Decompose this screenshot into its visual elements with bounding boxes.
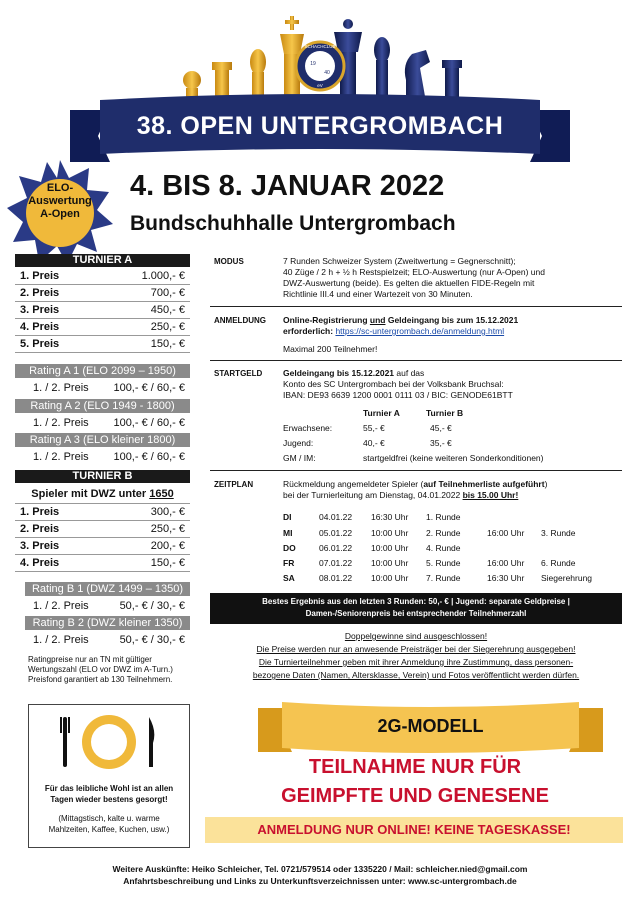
event-date: 4. BIS 8. JANUAR 2022 <box>130 170 445 202</box>
fee-row-gm-text: startgeldfrei (keine weiteren Sonderkonditionen) <box>363 453 544 463</box>
rating-a2-header: Rating A 2 (ELO 1949 - 1800) <box>15 399 190 413</box>
covid-model-title: 2G-MODELL <box>377 716 484 736</box>
modus-label: MODUS <box>214 257 244 266</box>
plate-cutlery-icon <box>59 711 159 773</box>
schedule-row: DO 06.01.22 10:00 Uhr 4. Runde <box>283 543 461 553</box>
privacy-note-2: bezogene Daten (Namen, Altersklasse, Verein) und Fotos veröffentlicht werden dürfen. <box>252 670 580 680</box>
zeitplan-label: ZEITPLAN <box>214 480 254 489</box>
best-result-box: Bestes Ergebnis aus den letzten 3 Runden: 50,- € | Jugend: separate Geldpreise | Damen-/Seniorenpreis bei entsprechender Teilnehmerzahl <box>210 593 622 624</box>
divider <box>210 306 622 307</box>
event-title: 38. OPEN UNTERGROMBACH <box>136 112 504 140</box>
badge-line-3: A-Open <box>40 208 80 220</box>
modus-text: 7 Runden Schweizer System (Zweitwertung = Gegnerschnitt); 40 Züge / 2 h + ½ h Restspielzeit; ELO-Auswertung (nur A-Open) und DWZ-Auswertung (beide). Es gelten die aktuellen FIDE-Regeln mit Richtlinie III.4 und einer Wartezeit von 30 Minuten. <box>283 256 545 299</box>
logo-year-1: 19 <box>310 61 316 67</box>
startgeld-text: Geldeingang bis 15.12.2021 auf das Konto des SC Untergrombach bei der Volksbank Bruchsal: IBAN: DE93 6639 1200 0001 0111 03 / BIC: GENODE61BTT <box>283 368 513 400</box>
zeitplan-line-2: bei der Turnierleitung am Dienstag, 04.01.2022 bis 15.00 Uhr! <box>283 490 519 500</box>
online-only-banner: ANMELDUNG NUR ONLINE! KEINE TAGESKASSE! <box>205 817 623 843</box>
fee-row-adult-b: 45,- € <box>430 423 452 433</box>
schedule-row: MI 05.01.22 10:00 Uhr 2. Runde 16:00 Uhr 3. Runde <box>283 528 576 538</box>
footer-directions: Anfahrtsbeschreibung und Links zu Unterkunftsverzeichnissen unter: www.sc-untergrombach.de <box>123 876 517 886</box>
rating-a1-header: Rating A 1 (ELO 2099 – 1950) <box>15 364 190 378</box>
schedule-row: FR 07.01.22 10:00 Uhr 5. Runde 16:00 Uhr 6. Runde <box>283 558 576 568</box>
food-box <box>28 704 190 848</box>
schedule-row: DI 04.01.22 16:30 Uhr 1. Runde <box>283 512 461 522</box>
rating-row-b2: 1. / 2. Preis 50,- € / 30,- € <box>33 634 185 646</box>
turnier-a-header: TURNIER A <box>15 254 190 267</box>
prize-row-a4: 4. Preis 250,- € <box>15 319 190 336</box>
schedule-row: SA 08.01.22 10:00 Uhr 7. Runde 16:30 Uhr Siegerehrung <box>283 573 593 583</box>
privacy-note-1: Die Turnierteilnehmer geben mit ihrer Anmeldung ihre Zustimmung, dass personen- <box>258 657 574 667</box>
fee-col-a: Turnier A <box>363 408 400 418</box>
fee-row-adult-a: 55,- € <box>363 423 385 433</box>
logo-bottom-text: eV <box>317 83 323 88</box>
fee-row-youth-label: Jugend: <box>283 438 314 448</box>
rating-b1-header: Rating B 1 (DWZ 1499 – 1350) <box>25 582 190 596</box>
food-details: (Mittagstisch, kalte u. warme Mahlzeiten, Kaffee, Kuchen, usw.) <box>48 814 170 834</box>
zeitplan-line-1: Rückmeldung angemeldeter Spieler (auf Teilnehmerliste aufgeführt) <box>283 479 548 489</box>
prize-row-a3: 3. Preis 450,- € <box>15 302 190 319</box>
rating-row-b1: 1. / 2. Preis 50,- € / 30,- € <box>33 600 185 612</box>
event-venue: Bundschuhhalle Untergrombach <box>130 212 456 235</box>
rating-row-a1: 1. / 2. Preis 100,- € / 60,- € <box>33 382 185 394</box>
covid-line-1: TEILNAHME NUR FÜR <box>308 756 522 778</box>
prize-row-a2: 2. Preis 700,- € <box>15 285 190 302</box>
divider <box>210 470 622 471</box>
startgeld-label: STARTGELD <box>214 369 263 378</box>
fee-row-youth-b: 35,- € <box>430 438 452 448</box>
prize-row-b4: 4. Preis 150,- € <box>15 555 190 572</box>
footer-contact: Weitere Auskünfte: Heiko Schleicher, Tel. 0721/579514 oder 1335220 / Mail: schleicher.nied@gmail.com <box>112 864 528 874</box>
prize-row-a5: 5. Preis 150,- € <box>15 336 190 353</box>
anmeldung-label: ANMELDUNG <box>214 316 266 325</box>
fee-col-b: Turnier B <box>426 408 464 418</box>
anmeldung-line-1: Online-Registrierung und Geldeingang bis zum 15.12.2021 <box>283 315 519 325</box>
badge-line-2: Auswertung <box>28 195 92 207</box>
food-text: Für das leibliche Wohl ist an allen Tagen wieder bestens gesorgt! <box>44 784 174 804</box>
rating-row-a3: 1. / 2. Preis 100,- € / 60,- € <box>33 451 185 463</box>
logo-year-2: 40 <box>324 70 330 76</box>
max-participants: Maximal 200 Teilnehmer! <box>283 344 378 354</box>
prize-row-b2: 2. Preis 250,- € <box>15 521 190 538</box>
fee-row-youth-a: 40,- € <box>363 438 385 448</box>
fee-row-adult-label: Erwachsene: <box>283 423 333 433</box>
logo-top-text: SCHACHCLUB <box>304 44 336 49</box>
fee-row-gm-label: GM / IM: <box>283 453 316 463</box>
anmeldung-line-2: erforderlich: https://sc-untergrombach.de/anmeldung.html <box>283 326 505 336</box>
divider <box>210 360 622 361</box>
prize-row-a1: 1. Preis 1.000,- € <box>15 268 190 285</box>
rating-row-a2: 1. / 2. Preis 100,- € / 60,- € <box>33 417 185 429</box>
elo-badge-text <box>5 182 115 221</box>
double-wins-note: Doppelgewinne sind ausgeschlossen! <box>344 631 488 641</box>
rating-notes: Ratingpreise nur an TN mit gültiger Wertungszahl (ELO vor DWZ im A-Turn.) Preisfond garantiert ab 130 Teilnehmern. <box>28 655 173 684</box>
turnier-b-subtitle: Spieler mit DWZ unter 1650 <box>15 487 190 504</box>
rating-a3-header: Rating A 3 (ELO kleiner 1800) <box>15 433 190 447</box>
covid-line-2: GEIMPFTE UND GENESENE <box>281 785 549 807</box>
prize-row-b1: 1. Preis 300,- € <box>15 504 190 521</box>
registration-link[interactable]: https://sc-untergrombach.de/anmeldung.html <box>335 326 505 336</box>
turnier-b-header: TURNIER B <box>15 470 190 483</box>
prizes-handed-note: Die Preise werden nur an anwesende Preisträger bei der Siegerehrung ausgegeben! <box>256 644 576 654</box>
rating-b2-header: Rating B 2 (DWZ kleiner 1350) <box>25 616 190 630</box>
club-logo <box>296 42 344 90</box>
badge-line-1: ELO- <box>46 182 74 194</box>
prize-row-b3: 3. Preis 200,- € <box>15 538 190 555</box>
